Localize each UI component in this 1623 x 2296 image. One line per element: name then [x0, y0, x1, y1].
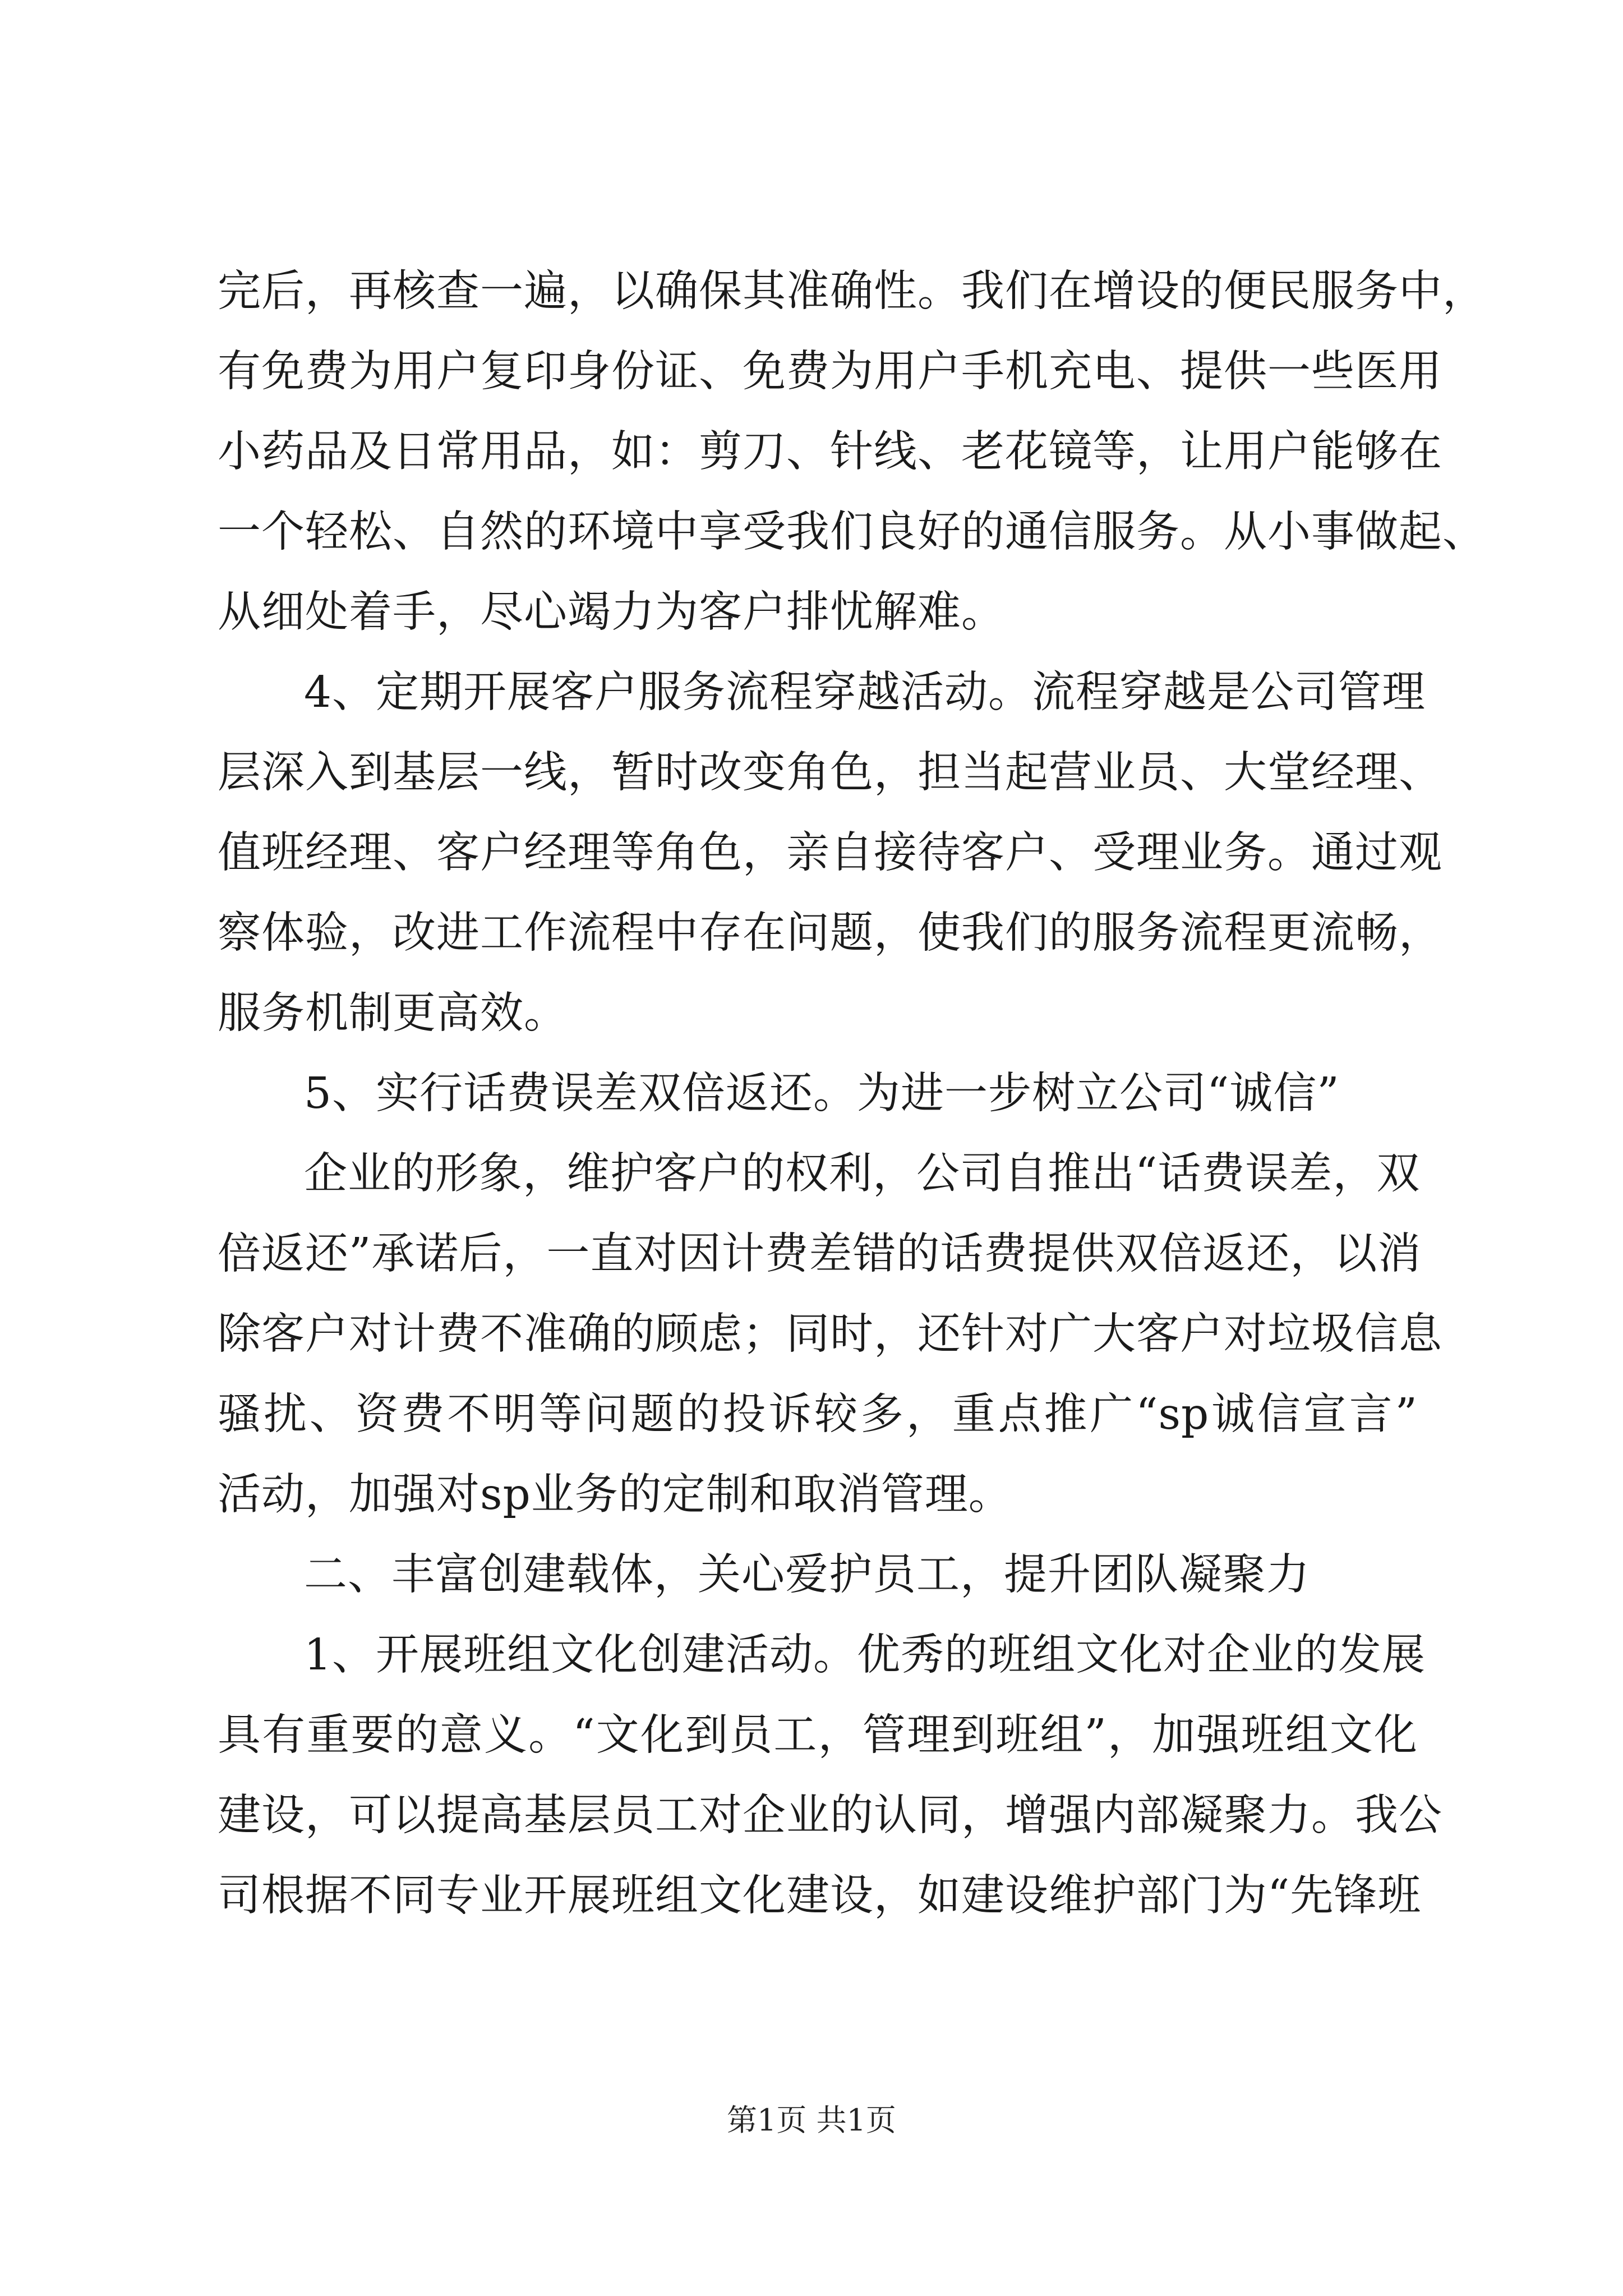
text-line: 企业的形象，维护客户的权利，公司自推出“话费误差，双 [304, 1149, 1421, 1199]
text-line: 完后，再核查一遍，以确保其准确性。我们在增设的便民服务中， [218, 266, 1486, 316]
text-line: 活动，加强对sp业务的定制和取消管理。 [218, 1470, 1012, 1520]
text-line: 司根据不同专业开展班组文化建设，如建设维护部门为“先锋班 [218, 1871, 1422, 1921]
text-line: 小药品及日常用品，如：剪刀、针线、老花镜等，让用户能够在 [218, 427, 1442, 477]
text-line: 具有重要的意义。“文化到员工，管理到班组”，加强班组文化 [218, 1710, 1418, 1760]
text-line: 5、实行话费误差双倍返还。为进一步树立公司“诚信” [304, 1069, 1340, 1119]
text-line: 值班经理、客户经理等角色，亲自接待客户、受理业务。通过观 [218, 828, 1442, 878]
section-heading: 二、丰富创建载体，关心爱护员工，提升团队凝聚力 [304, 1550, 1310, 1600]
text-line: 一个轻松、自然的环境中享受我们良好的通信服务。从小事做起、 [218, 507, 1486, 557]
text-line: 有免费为用户复印身份证、免费为用户手机充电、提供一些医用 [218, 347, 1442, 397]
text-line: 察体验，改进工作流程中存在问题，使我们的服务流程更流畅， [218, 908, 1442, 958]
page-footer [0, 2101, 1623, 2140]
text-line: 1、开展班组文化创建活动。优秀的班组文化对企业的发展 [304, 1630, 1426, 1680]
document-body [218, 251, 1486, 1936]
text-line: 4、定期开展客户服务流程穿越活动。流程穿越是公司管理 [304, 668, 1426, 717]
text-line: 层深入到基层一线，暂时改变角色，担当起营业员、大堂经理、 [218, 748, 1442, 798]
text-line: 服务机制更高效。 [218, 988, 568, 1038]
text-line: 除客户对计费不准确的顾虑；同时，还针对广大客户对垃圾信息 [218, 1309, 1442, 1359]
text-line: 建设，可以提高基层员工对企业的认同，增强内部凝聚力。我公 [218, 1791, 1442, 1841]
text-line: 倍返还”承诺后，一直对因计费差错的话费提供双倍返还，以消 [218, 1229, 1422, 1279]
text-line: 从细处着手，尽心竭力为客户排忧解难。 [218, 587, 1005, 637]
page-number-label: 第1页 共1页 [727, 2102, 896, 2138]
text-line: 骚扰、资费不明等问题的投诉较多，重点推广“sp诚信宣言” [218, 1389, 1418, 1439]
